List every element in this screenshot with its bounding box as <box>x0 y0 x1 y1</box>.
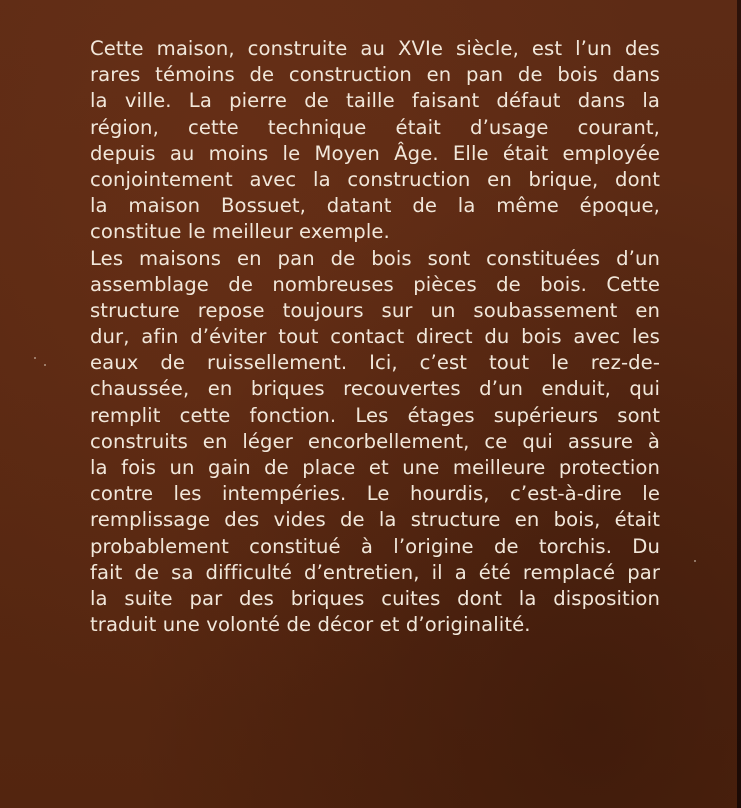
text-line: la fois un gain de place et une meilleure protection <box>90 456 660 479</box>
text-line: Les maisons en pan de bois sont constituées d’un <box>90 246 660 270</box>
surface-speck <box>34 357 36 359</box>
text-line: la ville. La pierre de taille faisant défaut dans la <box>90 89 660 113</box>
text-line: remplit cette fonction. Les étages supérieurs sont <box>90 403 660 427</box>
text-line: remplissage des vides de la structure en bois, était <box>90 508 660 532</box>
text-line: traduit une volonté de décor et d’originalité. <box>90 613 531 637</box>
text-line: dur, afin d’éviter tout contact direct du bois avec les <box>90 325 660 349</box>
text-line: région, cette technique était d’usage courant, <box>90 115 660 139</box>
text-line: eaux de ruissellement. Ici, c’est tout le rez-de- <box>90 351 660 375</box>
text-line: chaussée, en briques recouvertes d’un enduit, qui <box>90 377 660 401</box>
text-line: rares témoins de construction en pan de bois dans <box>90 63 660 87</box>
text-line: depuis au moins le Moyen Âge. Elle était employée <box>90 141 660 165</box>
text-line: conjointement avec la construction en brique, dont <box>90 167 660 191</box>
surface-speck <box>44 364 46 366</box>
text-line: la maison Bossuet, datant de la même époque, <box>90 194 660 218</box>
text-line: probablement constitué à l’origine de torchis. Du <box>90 534 660 558</box>
text-line: la suite par des briques cuites dont la disposition <box>90 586 660 610</box>
text-line: fait de sa difficulté d’entretien, il a été remplacé par <box>90 560 660 584</box>
text-line: structure repose toujours sur un soubassement en <box>90 298 660 322</box>
surface-speck <box>694 560 696 562</box>
text-line: Cette maison, construite au XVIe siècle, est l’un des <box>90 37 660 60</box>
text-line: construits en léger encorbellement, ce qui assure à <box>90 429 660 453</box>
text-line: assemblage de nombreuses pièces de bois. Cette <box>90 272 660 296</box>
plaque-text <box>90 36 660 638</box>
text-line: constitue le meilleur exemple. <box>90 220 390 244</box>
text-line: contre les intempéries. Le hourdis, c’est-à-dire le <box>90 482 660 506</box>
panel-edge <box>737 0 741 808</box>
